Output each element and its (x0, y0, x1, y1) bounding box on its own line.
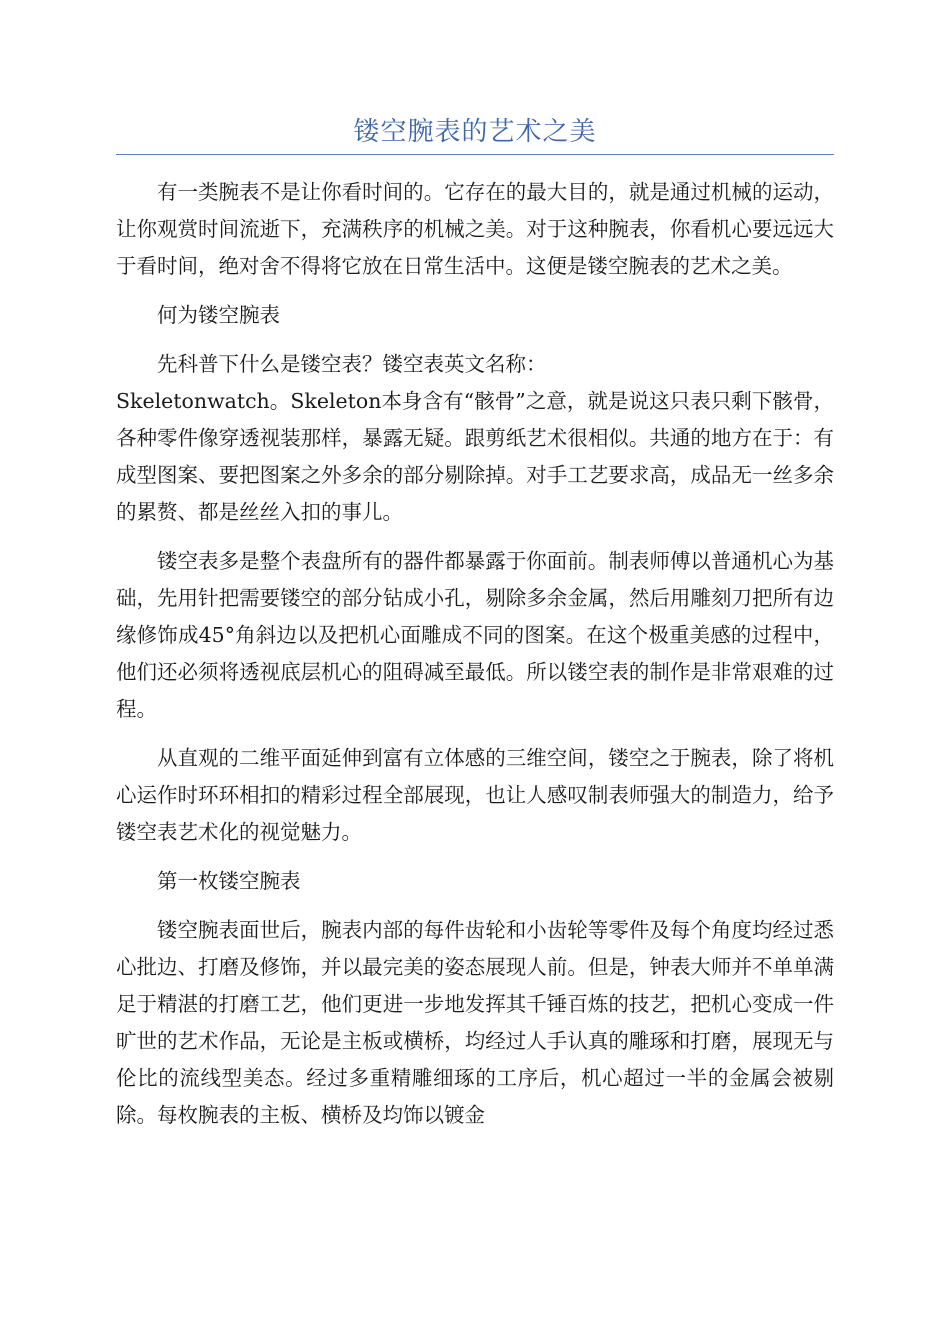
document-title: 镂空腕表的艺术之美 (353, 117, 597, 147)
section-heading-first-watch: 第一枚镂空腕表 (157, 869, 301, 893)
paragraph-intro: 有一类腕表不是让你看时间的。它存在的最大目的，就是通过机械的运动，让你观赏时间流逝下，充满秩序的机械之美。对于这种腕表，你看机心要远远大于看时间，绝对舍不得将它放在日常生活中。这便是镂空腕表的艺术之美。 (116, 180, 834, 278)
title-underline (116, 154, 834, 155)
paragraph-process: 镂空表多是整个表盘所有的器件都暴露于你面前。制表师傅以普通机心为基础，先用针把需要镂空的部分钻成小孔，剔除多余金属，然后用雕刻刀把所有边缘修饰成45°角斜边以及把机心面雕成不同的图案。在这个极重美感的过程中，他们还必须将透视底层机心的阻碍减至最低。所以镂空表的制作是非常艰难的过程。 (116, 549, 834, 721)
paragraph-definition-lead: 先科普下什么是镂空表？镂空表英文名称： (157, 352, 547, 376)
paragraph-first-watch: 镂空腕表面世后，腕表内部的每件齿轮和小齿轮等零件及每个角度均经过悉心批边、打磨及修饰，并以最完美的姿态展现人前。但是，钟表大师并不单单满足于精湛的打磨工艺，他们更进一步地发挥其千锤百炼的技艺，把机心变成一件旷世的艺术作品，无论是主板或横桥，均经过人手认真的雕琢和打磨，展现无与伦比的流线型美态。经过多重精雕细琢的工序后，机心超过一半的金属会被剔除。每枚腕表的主板、横桥及均饰以镀金 (116, 918, 834, 1127)
paragraph-definition: Skeletonwatch。Skeleton本身含有“骸骨”之意，就是说这只表只剩下骸骨，各种零件像穿透视装那样，暴露无疑。跟剪纸艺术很相似。共通的地方在于：有成型图案、要把图案之外多余的部分剔除掉。对手工艺要求高，成品无一丝多余的累赘、都是丝丝入扣的事儿。 (116, 389, 834, 524)
document-body (116, 174, 834, 1146)
paragraph-dimension: 从直观的二维平面延伸到富有立体感的三维空间，镂空之于腕表，除了将机心运作时环环相扣的精彩过程全部展现，也让人感叹制表师强大的制造力，给予镂空表艺术化的视觉魅力。 (116, 746, 834, 844)
section-heading-what-is: 何为镂空腕表 (157, 303, 280, 327)
